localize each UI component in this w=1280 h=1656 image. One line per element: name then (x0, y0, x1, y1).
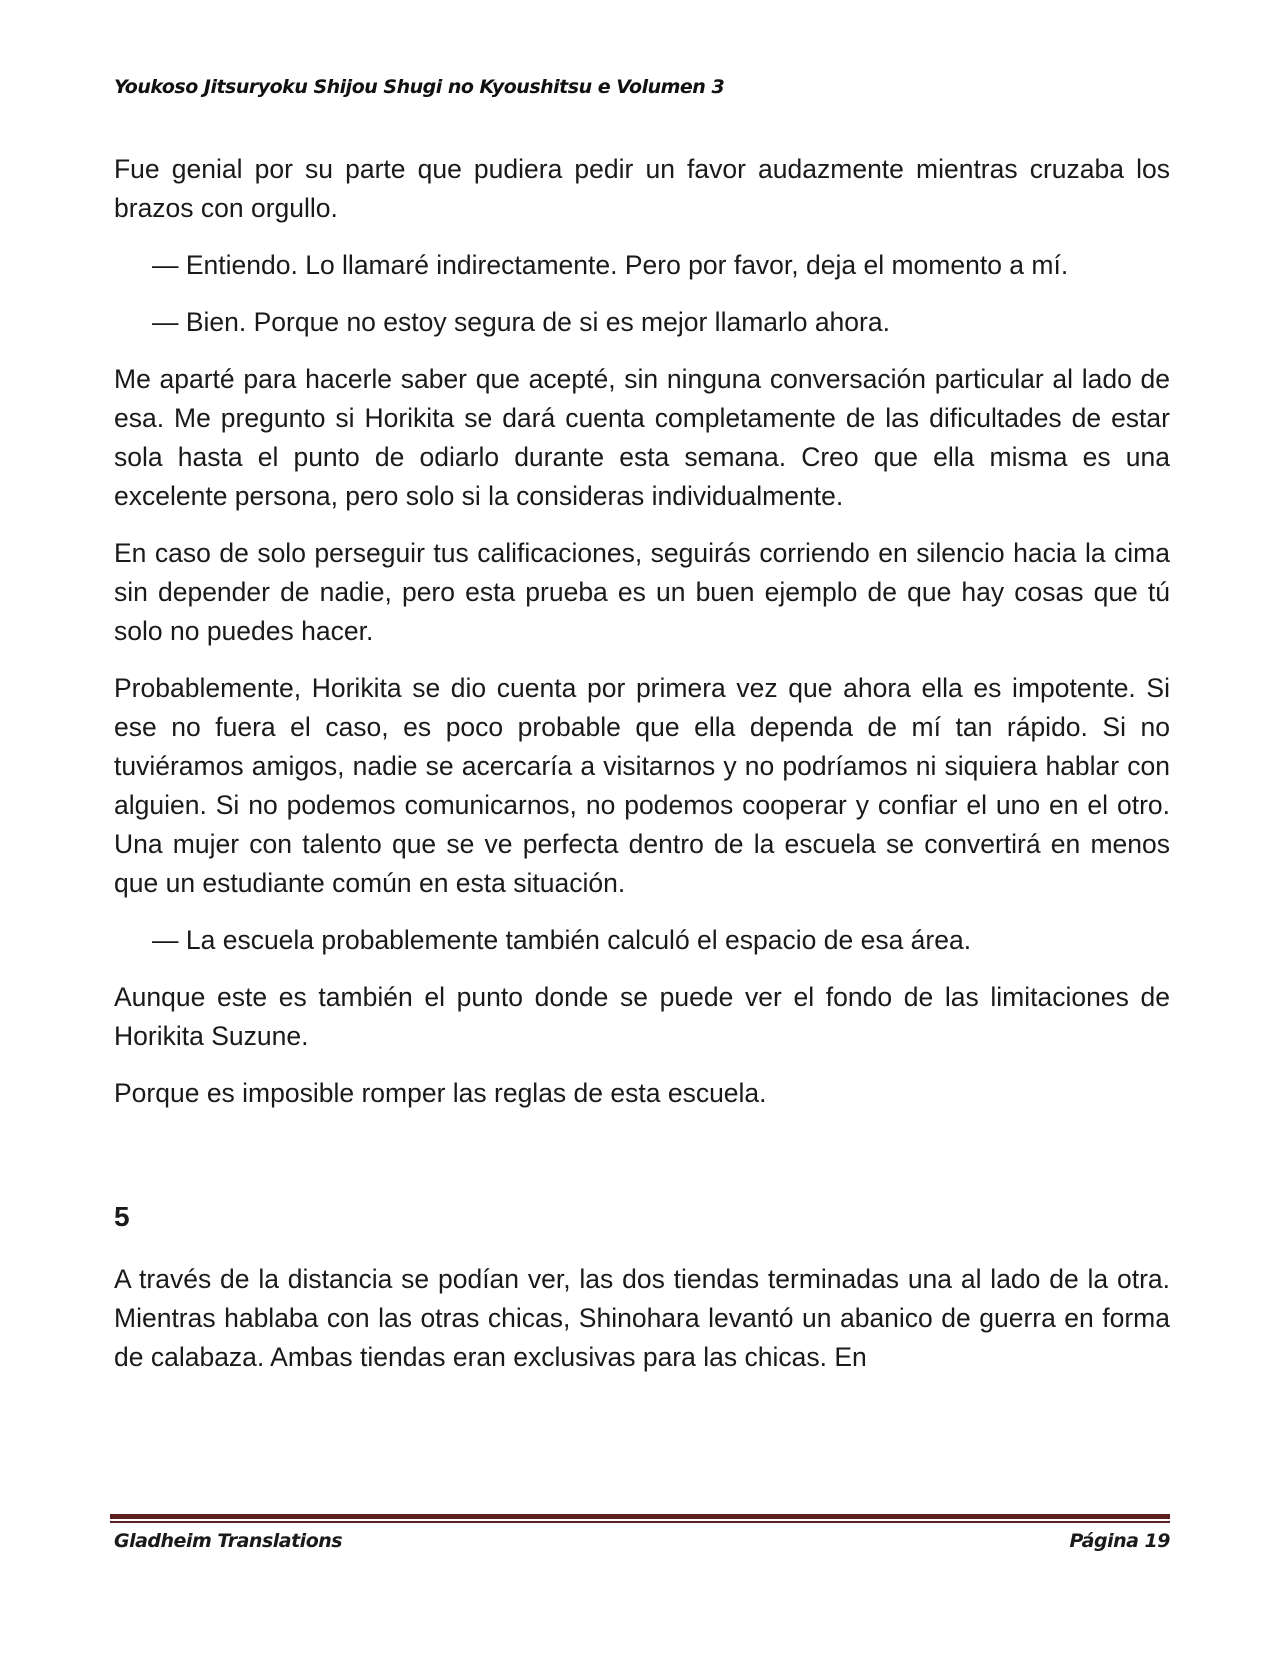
paragraph: Fue genial por su parte que pudiera pedir un favor audazmente mientras cruzaba los brazos con orgullo. (114, 154, 1170, 223)
running-header: Youkoso Jitsuryoku Shijou Shugi no Kyoushitsu e Volumen 3 (114, 76, 725, 98)
dialogue-line: — La escuela probablemente también calculó el espacio de esa área. (152, 925, 972, 955)
paragraph: A través de la distancia se podían ver, las dos tiendas terminadas una al lado de la otra. Mientras hablaba con las otras chicas, Shinohara levantó un abanico de guerra en forma de calabaza. Ambas tiendas eran exclusivas para las chicas. En (114, 1264, 1170, 1372)
footer-translator: Gladheim Translations (114, 1530, 343, 1552)
dialogue-line: — Bien. Porque no estoy segura de si es mejor llamarlo ahora. (152, 307, 890, 337)
paragraph: Aunque este es también el punto donde se puede ver el fondo de las limitaciones de Horikita Suzune. (114, 982, 1170, 1051)
dialogue-line: — Entiendo. Lo llamaré indirectamente. Pero por favor, deja el momento a mí. (152, 250, 1069, 280)
footer-rule-thin (110, 1521, 1170, 1523)
paragraph: Me aparté para hacerle saber que acepté, sin ninguna conversación particular al lado de esa. Me pregunto si Horikita se dará cuenta completamente de las dificultades de estar sola hasta el punto de odiarlo durante esta semana. Creo que ella misma es una excelente persona, pero solo si la consideras individualmente. (114, 364, 1170, 511)
paragraph: Porque es imposible romper las reglas de esta escuela. (114, 1078, 767, 1108)
page-number: Página 19 (1069, 1530, 1170, 1552)
paragraph: Probablemente, Horikita se dio cuenta por primera vez que ahora ella es impotente. Si ese no fuera el caso, es poco probable que ella dependa de mí tan rápido. Si no tuviéramos amigos, nadie se acercaría a visitarnos y no podríamos ni siquiera hablar con alguien. Si no podemos comunicarnos, no podemos cooperar y confiar el uno en el otro. Una mujer con talento que se ve perfecta dentro de la escuela se convertirá en menos que un estudiante común en esta situación. (114, 673, 1170, 898)
footer-rule (110, 1514, 1170, 1519)
section-heading: 5 (114, 1201, 130, 1232)
page-body (114, 150, 1170, 1395)
paragraph: En caso de solo perseguir tus calificaciones, seguirás corriendo en silencio hacia la cima sin depender de nadie, pero esta prueba es un buen ejemplo de que hay cosas que tú solo no puedes hacer. (114, 538, 1170, 646)
